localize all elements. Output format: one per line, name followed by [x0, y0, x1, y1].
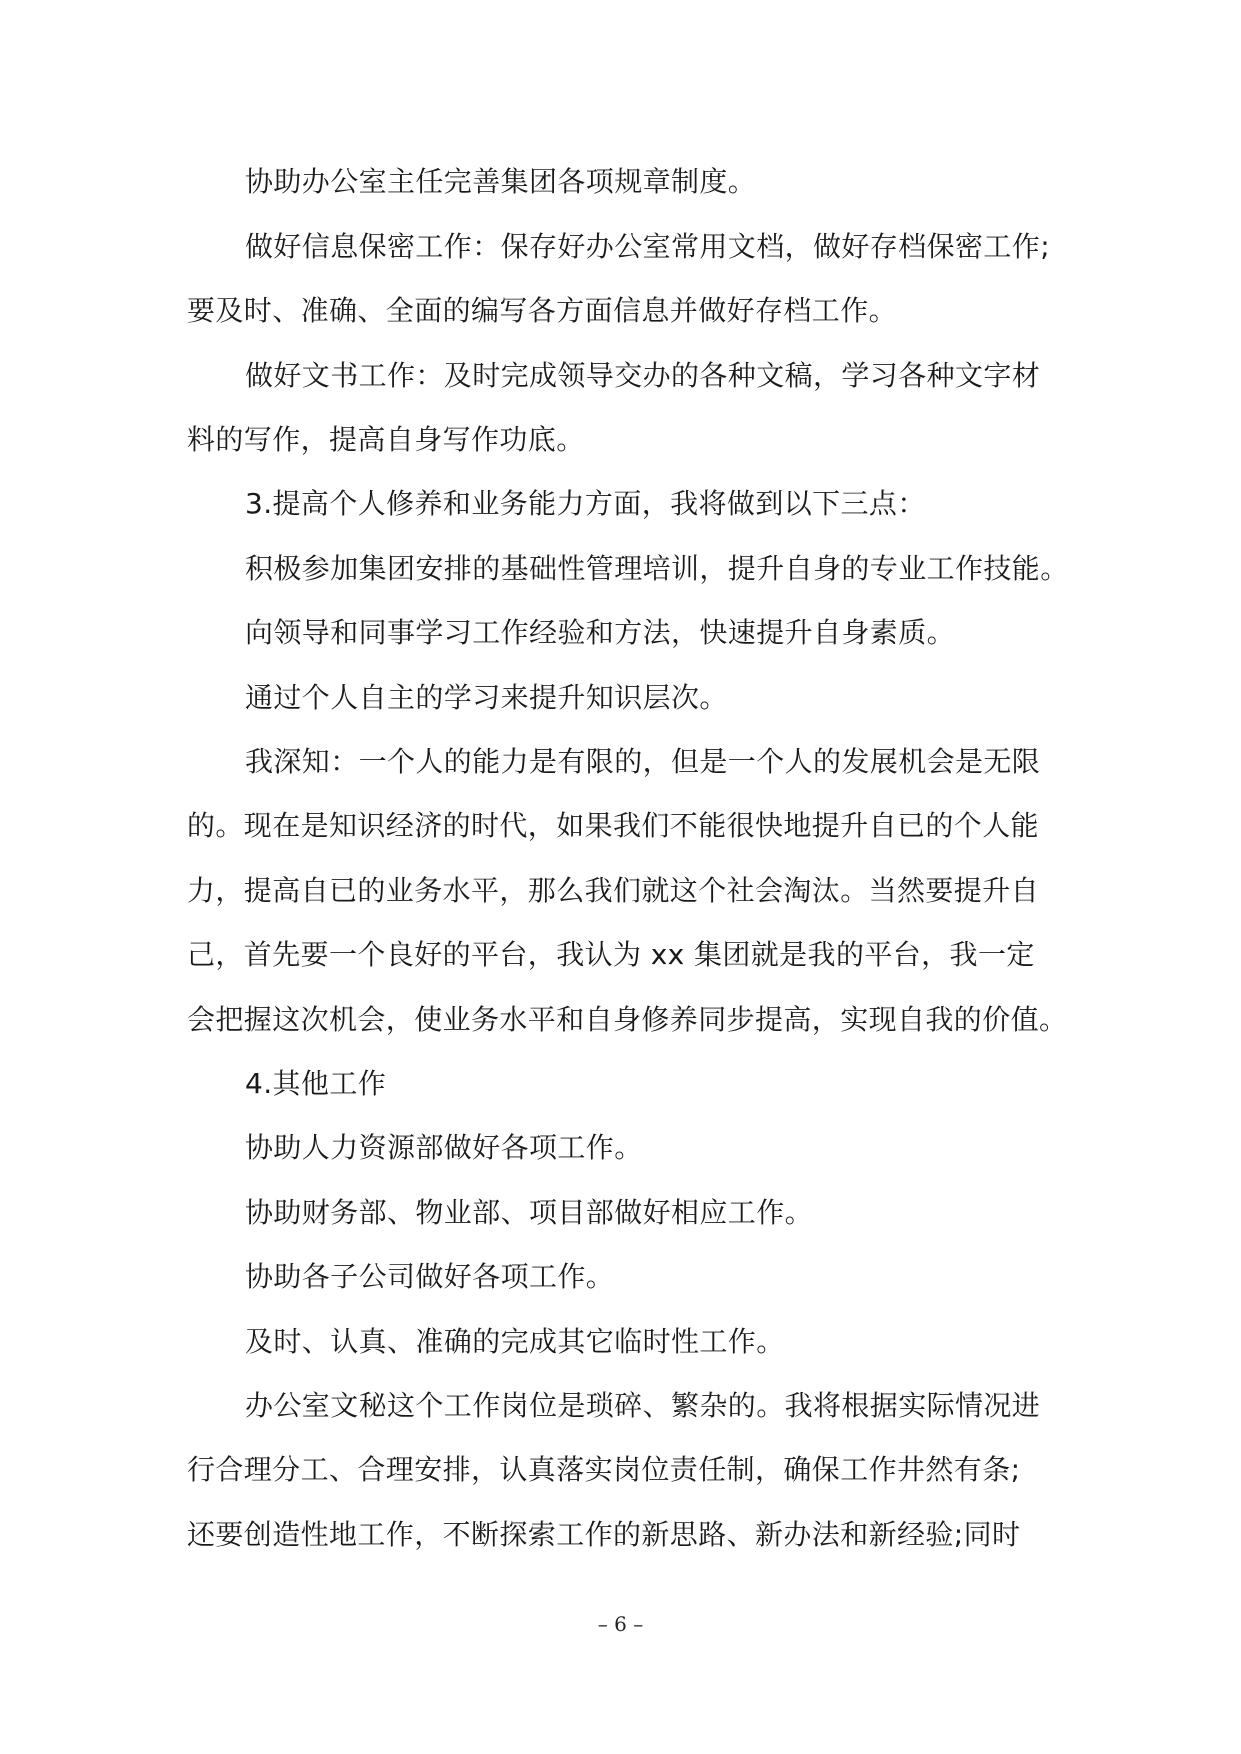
- text-line: 做好文书工作：及时完成领导交办的各种文稿，学习各种文字材: [245, 359, 1041, 392]
- text-line: 要及时、准确、全面的编写各方面信息并做好存档工作。: [187, 294, 898, 327]
- text-line: 积极参加集团安排的基础性管理培训，提升自身的专业工作技能。: [245, 552, 1069, 585]
- text-line: 料的写作，提高自身写作功底。: [187, 423, 585, 456]
- section-heading: 4.其他工作: [245, 1067, 387, 1100]
- page-number: – 6 –: [597, 1612, 644, 1636]
- text-line: 协助各子公司做好各项工作。: [245, 1260, 615, 1293]
- text-line: 力，提高自已的业务水平，那么我们就这个社会淘汰。当然要提升自: [187, 874, 1040, 907]
- text-line: 会把握这次机会，使业务水平和自身修养同步提高，实现自我的价值。: [187, 1003, 1068, 1036]
- text-line: 行合理分工、合理安排，认真落实岗位责任制，确保工作井然有条;: [187, 1453, 1021, 1486]
- text-line: 通过个人自主的学习来提升知识层次。: [245, 681, 728, 714]
- text-line: 及时、认真、准确的完成其它临时性工作。: [245, 1325, 785, 1358]
- text-line: 的。现在是知识经济的时代，如果我们不能很快地提升自已的个人能: [187, 809, 1040, 842]
- text-line: 协助办公室主任完善集团各项规章制度。: [245, 165, 757, 198]
- section-heading: 3.提高个人修养和业务能力方面，我将做到以下三点：: [245, 487, 926, 520]
- text-line: 协助人力资源部做好各项工作。: [245, 1131, 643, 1164]
- text-line: 还要创造性地工作，不断探索工作的新思路、新办法和新经验;同时: [187, 1518, 1021, 1551]
- text-line: 做好信息保密工作：保存好办公室常用文档，做好存档保密工作;: [245, 230, 1051, 263]
- text-line: 办公室文秘这个工作岗位是琐碎、繁杂的。我将根据实际情况进: [245, 1389, 1041, 1422]
- text-line: 向领导和同事学习工作经验和方法，快速提升自身素质。: [245, 616, 956, 649]
- text-line: 协助财务部、物业部、项目部做好相应工作。: [245, 1196, 814, 1229]
- text-line: 己，首先要一个良好的平台，我认为 xx 集团就是我的平台，我一定: [187, 938, 1035, 971]
- text-line: 我深知：一个人的能力是有限的，但是一个人的发展机会是无限: [245, 745, 1041, 778]
